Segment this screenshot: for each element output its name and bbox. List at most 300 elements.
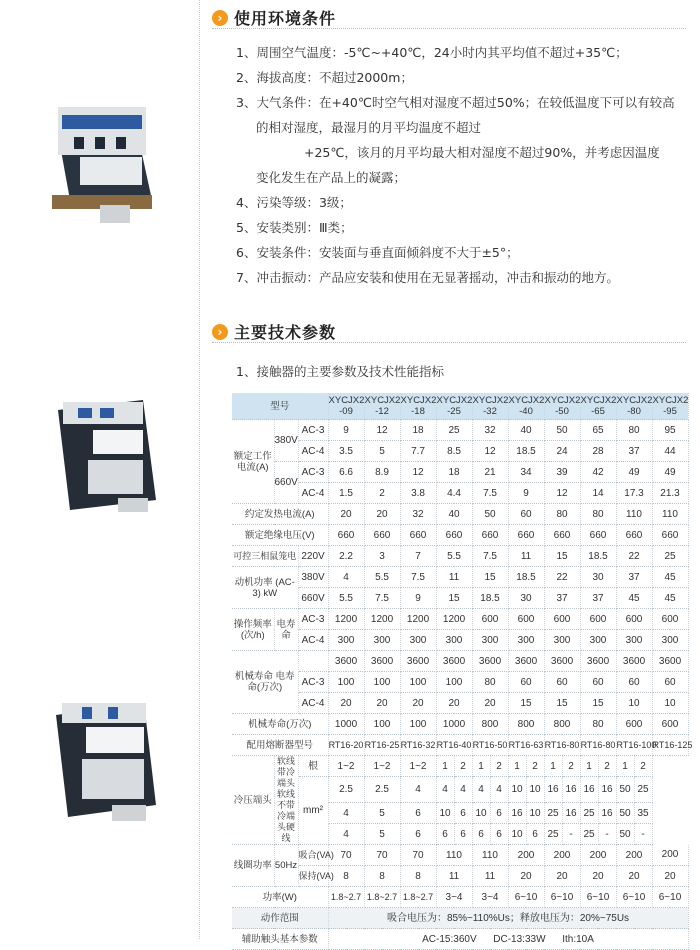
section-title: 主要技术参数: [234, 323, 337, 342]
model-cell: XYCJX2 -09: [328, 393, 364, 420]
op-frequency-label: 操作频率(次/h): [232, 609, 274, 651]
value-cell: 15: [580, 693, 616, 714]
value-cell: 50: [616, 777, 634, 803]
value-cell: 22: [616, 546, 652, 567]
unit-label: 根: [298, 756, 328, 777]
value-cell: 1.5: [328, 483, 364, 504]
value-cell: 1200: [328, 609, 364, 630]
value-cell: 20: [472, 693, 508, 714]
value-cell: 50: [544, 420, 580, 441]
value-cell: 1200: [400, 609, 436, 630]
value-cell: 20: [616, 866, 652, 887]
value-cell: 6~10: [652, 887, 688, 908]
table-row: [232, 714, 688, 735]
value-cell: 4: [490, 777, 508, 803]
condition-line: +25℃，该月的月平均最大相对湿度不超过90%，并考虑因温度: [304, 145, 660, 160]
value-cell: 6.6: [328, 462, 364, 483]
value-cell: 660: [472, 525, 508, 546]
value-cell: 7.5: [472, 546, 508, 567]
model-cell: XYCJX2 -95: [652, 393, 688, 420]
value-cell: 10: [508, 777, 526, 803]
value-cell: 11: [436, 567, 472, 588]
value-cell: 2: [364, 483, 400, 504]
value-cell: -: [598, 824, 616, 845]
section-rule: [212, 28, 686, 29]
value-cell: RT16-40: [436, 735, 472, 756]
table-row: [232, 462, 688, 483]
value-cell: 4: [436, 777, 454, 803]
value-cell: 30: [580, 567, 616, 588]
value-cell: 7.5: [472, 483, 508, 504]
value-cell: 3~4: [436, 887, 472, 908]
table-row: [232, 777, 688, 803]
condition-line: 1、周围空气温度：-5℃~+40℃，24小时内其平均值不超过+35℃；: [236, 45, 628, 60]
value-cell: 110: [436, 845, 472, 866]
value-cell: 2: [490, 756, 508, 777]
value-cell: 21: [472, 462, 508, 483]
value-cell: 16: [580, 777, 598, 803]
value-cell: 5: [364, 803, 400, 824]
value-cell: 8: [400, 866, 436, 887]
value-cell: 3: [364, 546, 400, 567]
table-row: [232, 651, 688, 672]
value-cell: RT16-80: [544, 735, 580, 756]
table-row: [232, 908, 688, 929]
value-cell: 49: [652, 462, 688, 483]
voltage-label: 660V: [298, 588, 328, 609]
value-cell: RT16-80: [580, 735, 616, 756]
suck-label: 吸合(VA): [298, 845, 328, 866]
value-cell: 60: [580, 672, 616, 693]
voltage-label: 380V: [274, 420, 298, 462]
value-cell: 24: [544, 441, 580, 462]
value-cell: 15: [544, 693, 580, 714]
value-cell: 3600: [652, 651, 688, 672]
value-cell: 25: [436, 420, 472, 441]
value-cell: 28: [580, 441, 616, 462]
value-cell: 3.5: [328, 441, 364, 462]
condition-line: 5、安装类别：Ⅲ类；: [236, 220, 353, 235]
value-cell: 2: [526, 756, 544, 777]
value-cell: 42: [580, 462, 616, 483]
value-cell: 800: [544, 714, 580, 735]
value-cell: 20: [400, 693, 436, 714]
value-cell: 3600: [328, 651, 364, 672]
value-cell: 8: [328, 866, 364, 887]
category-label: AC-4: [298, 441, 328, 462]
value-cell: 10: [508, 824, 526, 845]
value-cell: 3600: [544, 651, 580, 672]
value-cell: 5.5: [436, 546, 472, 567]
value-cell: RT16-25: [364, 735, 400, 756]
value-cell: 18: [436, 462, 472, 483]
value-cell: 15: [544, 546, 580, 567]
value-cell: 2: [562, 756, 580, 777]
terminal-label: 冷压端头: [232, 756, 274, 845]
value-cell: 25: [652, 546, 688, 567]
value-cell: 1: [544, 756, 562, 777]
value-cell: 3600: [472, 651, 508, 672]
value-cell: 80: [580, 504, 616, 525]
unit-label: mm²: [298, 777, 328, 845]
value-cell: 660: [436, 525, 472, 546]
value-cell: -: [634, 824, 652, 845]
model-cell: XYCJX2 -80: [616, 393, 652, 420]
value-cell: 4: [454, 777, 472, 803]
table-row: [232, 929, 688, 950]
value-cell: 2.5: [364, 777, 400, 803]
table-row: [232, 483, 688, 504]
value-cell: 3.8: [400, 483, 436, 504]
value-cell: 11: [508, 546, 544, 567]
value-cell: 600: [652, 714, 688, 735]
value-cell: 1.8~2.7: [400, 887, 436, 908]
value-cell: 15: [436, 588, 472, 609]
value-cell: 17.3: [616, 483, 652, 504]
value-cell: 3600: [580, 651, 616, 672]
value-cell: 25: [544, 824, 562, 845]
value-cell: 6: [526, 824, 544, 845]
value-cell: 6: [490, 824, 508, 845]
value-cell: 5.5: [328, 588, 364, 609]
value-cell: 100: [400, 672, 436, 693]
table-row: [232, 756, 688, 777]
value-cell: 70: [400, 845, 436, 866]
value-cell: RT16-20: [328, 735, 364, 756]
table-row: [232, 588, 688, 609]
coil-power-label: 线圈功率: [232, 845, 274, 887]
value-cell: 45: [616, 588, 652, 609]
value-cell: 32: [400, 504, 436, 525]
category-label: AC-4: [298, 630, 328, 651]
value-cell: 70: [328, 845, 364, 866]
value-cell: 20: [544, 866, 580, 887]
value-cell: 25: [580, 824, 598, 845]
value-cell: 200: [508, 845, 544, 866]
value-cell: 16: [562, 777, 580, 803]
value-cell: 4: [400, 777, 436, 803]
value-cell: 18.5: [580, 546, 616, 567]
value-cell: 80: [472, 672, 508, 693]
value-cell: 21.3: [652, 483, 688, 504]
value-cell: 100: [364, 672, 400, 693]
value-cell: 20: [328, 504, 364, 525]
value-cell: 7: [400, 546, 436, 567]
arrow-bullet-icon: ›: [212, 324, 228, 340]
category-label: AC-4: [298, 693, 328, 714]
model-header: 型号: [232, 393, 328, 420]
value-cell: 20: [364, 504, 400, 525]
value-cell: 10: [472, 803, 490, 824]
value-cell: 1200: [436, 609, 472, 630]
value-cell: 660: [328, 525, 364, 546]
elec-life-label: 电寿命: [274, 609, 298, 651]
value-cell: 600: [616, 714, 652, 735]
value-cell: 95: [652, 420, 688, 441]
value-cell: 5: [364, 441, 400, 462]
value-cell: 14: [580, 483, 616, 504]
value-cell: 300: [616, 630, 652, 651]
value-cell: 9: [508, 483, 544, 504]
value-cell: 100: [364, 714, 400, 735]
value-cell: 1000: [328, 714, 364, 735]
section-heading-environment: [212, 6, 336, 29]
value-cell: 37: [544, 588, 580, 609]
value-cell: 110: [472, 845, 508, 866]
value-cell: 1200: [364, 609, 400, 630]
contactor-photo-3: [46, 675, 166, 835]
value-cell: 45: [652, 588, 688, 609]
value-cell: 300: [472, 630, 508, 651]
action-range-label: 动作范围: [232, 908, 328, 929]
condition-line: 3、大气条件：在+40℃时空气相对湿度不超过50%；在较低温度下可以有较高: [236, 95, 675, 110]
value-cell: 25: [544, 803, 562, 824]
value-cell: 32: [472, 420, 508, 441]
value-cell: 10: [526, 803, 544, 824]
value-cell: 16: [598, 777, 616, 803]
value-cell: 18.5: [508, 567, 544, 588]
value-cell: 600: [472, 609, 508, 630]
table-row: [232, 887, 688, 908]
value-cell: 18.5: [508, 441, 544, 462]
hold-label: 保持(VA): [298, 866, 328, 887]
category-label: AC-3: [298, 420, 328, 441]
voltage-label: 220V: [298, 546, 328, 567]
value-cell: 5.5: [364, 567, 400, 588]
value-cell: 1: [616, 756, 634, 777]
value-cell: 40: [508, 420, 544, 441]
value-cell: 60: [652, 672, 688, 693]
value-cell: 60: [508, 504, 544, 525]
value-cell: 11: [472, 866, 508, 887]
value-cell: 3~4: [472, 887, 508, 908]
value-cell: 110: [616, 504, 652, 525]
value-cell: 1: [436, 756, 454, 777]
value-cell: RT16-32: [400, 735, 436, 756]
power-label: 功率(W): [232, 887, 328, 908]
model-cell: XYCJX2 -25: [436, 393, 472, 420]
table-row: [232, 735, 688, 756]
value-cell: 300: [652, 630, 688, 651]
value-cell: 30: [508, 588, 544, 609]
section-title: 使用环境条件: [234, 9, 337, 28]
value-cell: 1~2: [400, 756, 436, 777]
value-cell: 1~2: [328, 756, 364, 777]
value-cell: 1: [508, 756, 526, 777]
value-cell: 100: [328, 672, 364, 693]
value-cell: 16: [544, 777, 562, 803]
value-cell: RT16-63: [508, 735, 544, 756]
value-cell: 25: [580, 803, 598, 824]
voltage-label: 380V: [298, 567, 328, 588]
condition-line: 变化发生在产品上的凝露；: [256, 170, 407, 185]
value-cell: 6~10: [544, 887, 580, 908]
value-cell: 3600: [400, 651, 436, 672]
table-row: [232, 609, 688, 630]
table-caption: 1、接触器的主要参数及技术性能指标: [236, 364, 444, 379]
frequency-label: 50Hz: [274, 845, 298, 887]
value-cell: 6~10: [508, 887, 544, 908]
value-cell: 2: [598, 756, 616, 777]
table-row: [232, 525, 688, 546]
value-cell: 6: [490, 803, 508, 824]
value-cell: 660: [364, 525, 400, 546]
condition-line: 的相对湿度，最湿月的月平均温度不超过: [256, 120, 482, 135]
motor-label: 可控三相鼠笼电: [232, 546, 298, 567]
spec-table: [232, 393, 693, 950]
value-cell: 7.5: [364, 588, 400, 609]
value-cell: 20: [328, 693, 364, 714]
value-cell: 12: [472, 441, 508, 462]
value-cell: RT16-50: [472, 735, 508, 756]
table-row: [232, 845, 688, 866]
value-cell: 660: [616, 525, 652, 546]
model-cell: XYCJX2 -50: [544, 393, 580, 420]
condition-line: 7、冲击振动：产品应安装和使用在无显著摇动，冲击和振动的地方。: [236, 270, 619, 285]
value-cell: 660: [508, 525, 544, 546]
mech-elec-life-label: 机械寿命 电寿命(万次): [232, 651, 298, 714]
value-cell: 20: [436, 693, 472, 714]
value-cell: 20: [652, 866, 688, 887]
value-cell: 80: [580, 714, 616, 735]
value-cell: 200: [580, 845, 616, 866]
value-cell: 600: [508, 609, 544, 630]
value-cell: 6: [454, 824, 472, 845]
value-cell: 60: [616, 672, 652, 693]
value-cell: 40: [436, 504, 472, 525]
value-cell: 800: [472, 714, 508, 735]
contactor-photo-2: [48, 380, 163, 525]
value-cell: 600: [652, 609, 688, 630]
value-cell: 16: [562, 803, 580, 824]
value-cell: 600: [616, 609, 652, 630]
value-cell: 660: [400, 525, 436, 546]
value-cell: 2: [454, 756, 472, 777]
value-cell: 300: [544, 630, 580, 651]
model-cell: XYCJX2 -32: [472, 393, 508, 420]
value-cell: 9: [328, 420, 364, 441]
value-cell: 18: [400, 420, 436, 441]
value-cell: 3600: [364, 651, 400, 672]
value-cell: 200: [616, 845, 652, 866]
value-cell: 4: [328, 824, 364, 845]
value-cell: 200: [652, 845, 688, 866]
divider-line: [199, 0, 200, 939]
value-cell: 200: [544, 845, 580, 866]
value-cell: 300: [436, 630, 472, 651]
conditions-list: [236, 40, 686, 290]
fuse-label: 配用熔断器型号: [232, 735, 328, 756]
arrow-bullet-icon: ›: [212, 10, 228, 26]
value-cell: 50: [472, 504, 508, 525]
value-cell: 15: [508, 693, 544, 714]
model-cell: XYCJX2 -65: [580, 393, 616, 420]
value-cell: 12: [544, 483, 580, 504]
condition-line: 6、安装条件：安装面与垂直面倾斜度不大于±5°；: [236, 245, 519, 260]
value-cell: 8.5: [436, 441, 472, 462]
value-cell: 1~2: [364, 756, 400, 777]
mech-life-label: 机械寿命(万次): [232, 714, 328, 735]
table-header-row: [232, 393, 688, 420]
value-cell: 300: [400, 630, 436, 651]
value-cell: 16: [508, 803, 526, 824]
value-cell: 45: [652, 567, 688, 588]
value-cell: 10: [436, 803, 454, 824]
value-cell: 100: [400, 714, 436, 735]
value-cell: 11: [436, 866, 472, 887]
model-cell: XYCJX2 -40: [508, 393, 544, 420]
model-cell: XYCJX2 -18: [400, 393, 436, 420]
value-cell: 20: [364, 693, 400, 714]
value-cell: 12: [364, 420, 400, 441]
contactor-photo-1: [40, 85, 165, 235]
value-cell: 34: [508, 462, 544, 483]
value-cell: 3600: [616, 651, 652, 672]
table-row: [232, 504, 688, 525]
condition-line: 4、污染等级：3级；: [236, 195, 352, 210]
value-cell: 4.4: [436, 483, 472, 504]
value-cell: -: [562, 824, 580, 845]
value-cell: 20: [508, 866, 544, 887]
rated-current-label: 额定工作电流(A): [232, 420, 274, 504]
value-cell: 15: [472, 567, 508, 588]
value-cell: 60: [544, 672, 580, 693]
value-cell: 1.8~2.7: [364, 887, 400, 908]
category-label: AC-4: [298, 483, 328, 504]
value-cell: 300: [580, 630, 616, 651]
value-cell: 70: [364, 845, 400, 866]
value-cell: 2: [634, 756, 652, 777]
value-cell: 1: [580, 756, 598, 777]
thermal-current-label: 约定发热电流(A): [232, 504, 328, 525]
value-cell: 1.8~2.7: [328, 887, 364, 908]
value-cell: 2.2: [328, 546, 364, 567]
value-cell: 49: [616, 462, 652, 483]
value-cell: 1: [472, 756, 490, 777]
value-cell: 37: [616, 567, 652, 588]
value-cell: 10: [652, 693, 688, 714]
table-row: [232, 546, 688, 567]
table-row: [232, 420, 688, 441]
value-cell: 4: [328, 567, 364, 588]
value-cell: 3600: [508, 651, 544, 672]
value-cell: 37: [616, 441, 652, 462]
table-row: [232, 866, 688, 887]
value-cell: 300: [508, 630, 544, 651]
aux-contact-value: AC-15:360V DC-13:33W Ith:10A: [328, 929, 688, 950]
value-cell: 660: [652, 525, 688, 546]
section-heading-specs: [212, 320, 336, 343]
value-cell: 10: [526, 777, 544, 803]
section-rule: [212, 342, 686, 343]
aux-contact-label: 辅助触头基本参数: [232, 929, 328, 950]
value-cell: 6~10: [616, 887, 652, 908]
table-row: [232, 567, 688, 588]
table-row: [232, 672, 688, 693]
value-cell: 80: [616, 420, 652, 441]
category-label: AC-3: [298, 672, 328, 693]
value-cell: 6: [454, 803, 472, 824]
value-cell: 8: [364, 866, 400, 887]
blank-cell: [298, 651, 328, 672]
category-label: AC-3: [298, 609, 328, 630]
value-cell: 7.5: [400, 567, 436, 588]
motor-power-label: 动机功率 (AC-3) kW: [232, 567, 298, 609]
value-cell: 20: [580, 866, 616, 887]
value-cell: 100: [436, 672, 472, 693]
value-cell: 5: [364, 824, 400, 845]
value-cell: 800: [508, 714, 544, 735]
